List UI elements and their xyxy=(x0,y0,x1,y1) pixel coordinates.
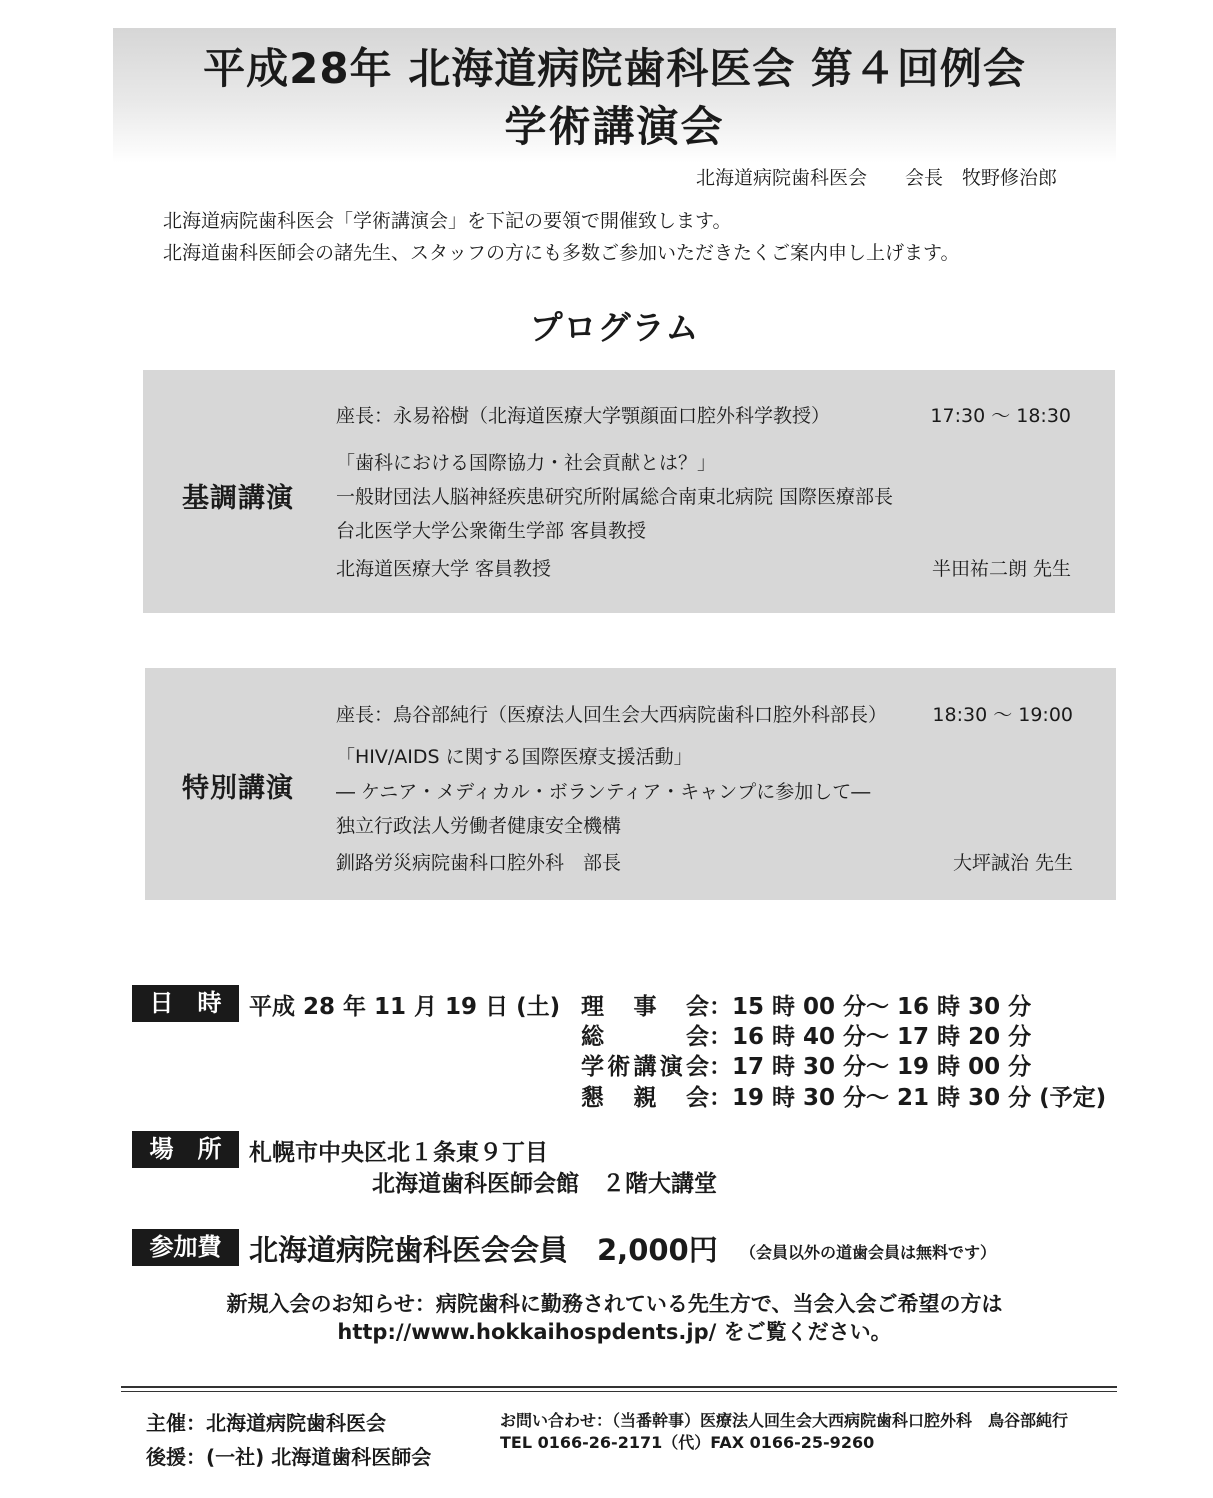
keynote-time: 17:30 ～ 18:30 xyxy=(930,405,1071,427)
venue-hall: 北海道歯科医師会館 ２階大講堂 xyxy=(372,1171,717,1197)
special-lecture-topic: 「HIV/AIDS に関する国際医療支援活動」 xyxy=(336,746,693,768)
keynote-affiliation-1: 一般財団法人脳神経疾患研究所附属総合南東北病院 国際医療部長 xyxy=(336,486,894,508)
contact-phone: TEL 0166-26-2171（代）FAX 0166-25-9260 xyxy=(500,1433,875,1452)
special-lecture-label: 特別講演 xyxy=(182,773,294,804)
venue-address: 札幌市中央区北１条東９丁目 xyxy=(249,1140,548,1166)
fee-text: 北海道病院歯科医会会員 2,000円 xyxy=(249,1233,718,1267)
sender-line: 北海道病院歯科医会 会長 牧野修治郎 xyxy=(696,167,1058,189)
program-heading: プログラム xyxy=(529,308,700,347)
schedule-name-social: 懇 親 会 xyxy=(581,1085,709,1111)
page-title: 平成28年 北海道病院歯科医会 第４回例会 xyxy=(203,44,1026,93)
special-lecture-affiliation-1: 独立行政法人労働者健康安全機構 xyxy=(336,815,622,837)
organizer: 主催：北海道病院歯科医会 xyxy=(146,1411,386,1435)
contact-info: お問い合わせ：（当番幹事）医療法人回生会大西病院歯科口腔外科 鳥谷部純行 xyxy=(500,1411,1069,1430)
special-lecture-subtitle: ― ケニア・メディカル・ボランティア・キャンプに参加して― xyxy=(336,781,871,803)
schedule-time-social: ：19 時 30 分～ 21 時 30 分 (予定) xyxy=(709,1085,1107,1111)
intro-line-2: 北海道歯科医師会の諸先生、スタッフの方にも多数ご参加いただきたくご案内申し上げます。 xyxy=(163,242,960,264)
keynote-speaker: 半田祐二朗 先生 xyxy=(931,558,1071,580)
special-lecture-speaker: 大坪誠治 先生 xyxy=(952,852,1073,874)
membership-link[interactable]: http://www.hokkaihospdents.jp/ をご覧ください。 xyxy=(337,1320,892,1344)
footer-divider-bottom xyxy=(121,1391,1117,1392)
keynote-affiliation-2: 台北医学大学公衆衛生学部 客員教授 xyxy=(336,520,647,542)
schedule-name-board: 理 事 会 xyxy=(581,994,709,1020)
keynote-label: 基調講演 xyxy=(182,483,294,514)
footer-divider-top xyxy=(121,1386,1117,1388)
schedule-name-lecture: 学術講演会 xyxy=(581,1054,709,1080)
special-lecture-chair: 座長：鳥谷部純行（医療法人回生会大西病院歯科口腔外科部長） xyxy=(336,704,888,726)
keynote-topic: 「歯科における国際協力・社会貢献とは？」 xyxy=(336,452,717,474)
membership-notice: 新規入会のお知らせ：病院歯科に勤務されている先生方で、当会入会ご希望の方は xyxy=(226,1292,1003,1316)
keynote-affiliation-3: 北海道医療大学 客員教授 xyxy=(336,558,552,580)
special-lecture-time: 18:30 ～ 19:00 xyxy=(932,704,1073,726)
schedule-time-general: ：16 時 40 分～ 17 時 20 分 xyxy=(709,1024,1032,1050)
page-subtitle: 学術講演会 xyxy=(504,102,725,151)
event-date: 平成 28 年 11 月 19 日 (土) xyxy=(249,994,561,1020)
supporter: 後援：(一社) 北海道歯科医師会 xyxy=(146,1445,432,1469)
special-lecture-affiliation-2: 釧路労災病院歯科口腔外科 部長 xyxy=(336,852,622,874)
schedule-time-lecture: ：17 時 30 分～ 19 時 00 分 xyxy=(709,1054,1032,1080)
venue-tag: 場 所 xyxy=(132,1131,239,1168)
intro-line-1: 北海道病院歯科医会「学術講演会」を下記の要領で開催致します。 xyxy=(163,210,732,232)
keynote-chair: 座長：永易裕樹（北海道医療大学顎顔面口腔外科学教授） xyxy=(336,405,831,427)
datetime-tag: 日 時 xyxy=(132,985,239,1022)
fee-note: （会員以外の道歯会員は無料です） xyxy=(740,1243,997,1262)
fee-tag: 参加費 xyxy=(132,1229,239,1266)
schedule-time-board: ：15 時 00 分～ 16 時 30 分 xyxy=(709,994,1032,1020)
schedule-name-general: 総 会 xyxy=(581,1024,709,1050)
